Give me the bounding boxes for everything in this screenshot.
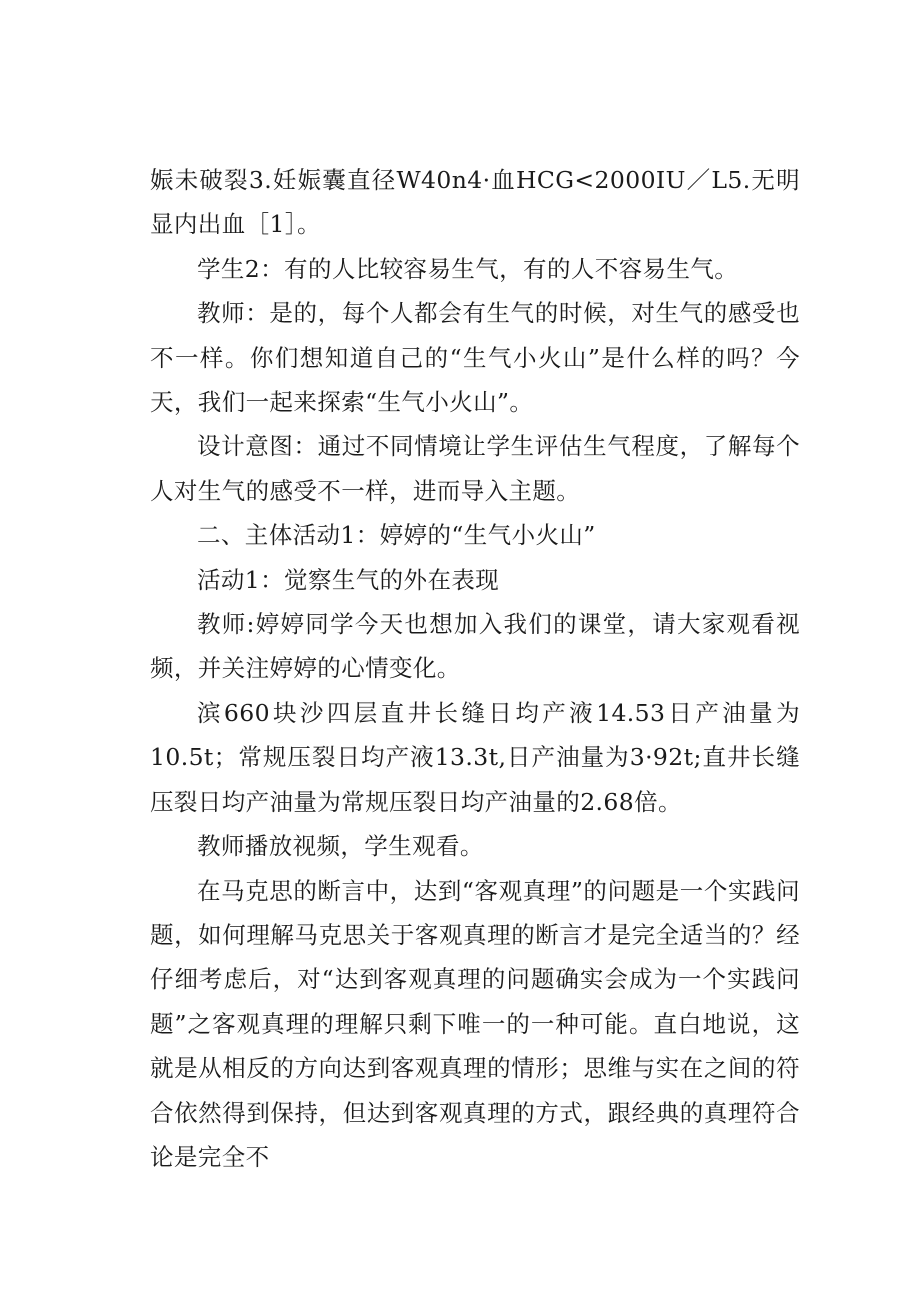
paragraph-teacher-video-intro: 教师:婷婷同学今天也想加入我们的课堂，请大家观看视频，并关注婷婷的心情变化。 [150, 610, 800, 683]
paragraph-student-2: 学生2：有的人比较容易生气，有的人不容易生气。 [197, 254, 739, 283]
paragraph-teacher-response: 教师：是的，每个人都会有生气的时候，对生气的感受也不一样。你们想知道自己的“生气小火山”是什么样的吗？今天，我们一起来探索“生气小火山”。 [150, 299, 800, 417]
section-heading-main-activity: 二、主体活动1：婷婷的“生气小火山” [197, 521, 596, 550]
paragraph-oil-production: 滨660块沙四层直井长缝日均产液14.53日产油量为10.5t；常规压裂日均产液13.3t,日产油量为3·92t;直井长缝压裂日均产油量为常规压裂日均产油量的2.68倍。 [150, 698, 800, 816]
subheading-activity-1: 活动1：觉察生气的外在表现 [197, 565, 500, 594]
paragraph-video-playback: 教师播放视频，学生观看。 [197, 832, 484, 861]
paragraph-design-intent: 设计意图：通过不同情境让学生评估生气程度，了解每个人对生气的感受不一样，进而导入主题。 [150, 432, 800, 505]
paragraph-continued: 娠未破裂3.妊娠囊直径W40n4·血HCG<2000IU／L5.无明显内出血［1］。 [150, 166, 800, 239]
document-body [150, 158, 800, 1179]
paragraph-marx-truth: 在马克思的断言中，达到“客观真理”的问题是一个实践问题，如何理解马克思关于客观真理的断言才是完全适当的？经仔细考虑后，对“达到客观真理的问题确实会成为一个实践问题”之客观真理的理解只剩下唯一的一种可能。直白地说，这就是从相反的方向达到客观真理的情形；思维与实在之间的符合依然得到保持，但达到客观真理的方式，跟经典的真理符合论是完全不 [150, 876, 800, 1171]
